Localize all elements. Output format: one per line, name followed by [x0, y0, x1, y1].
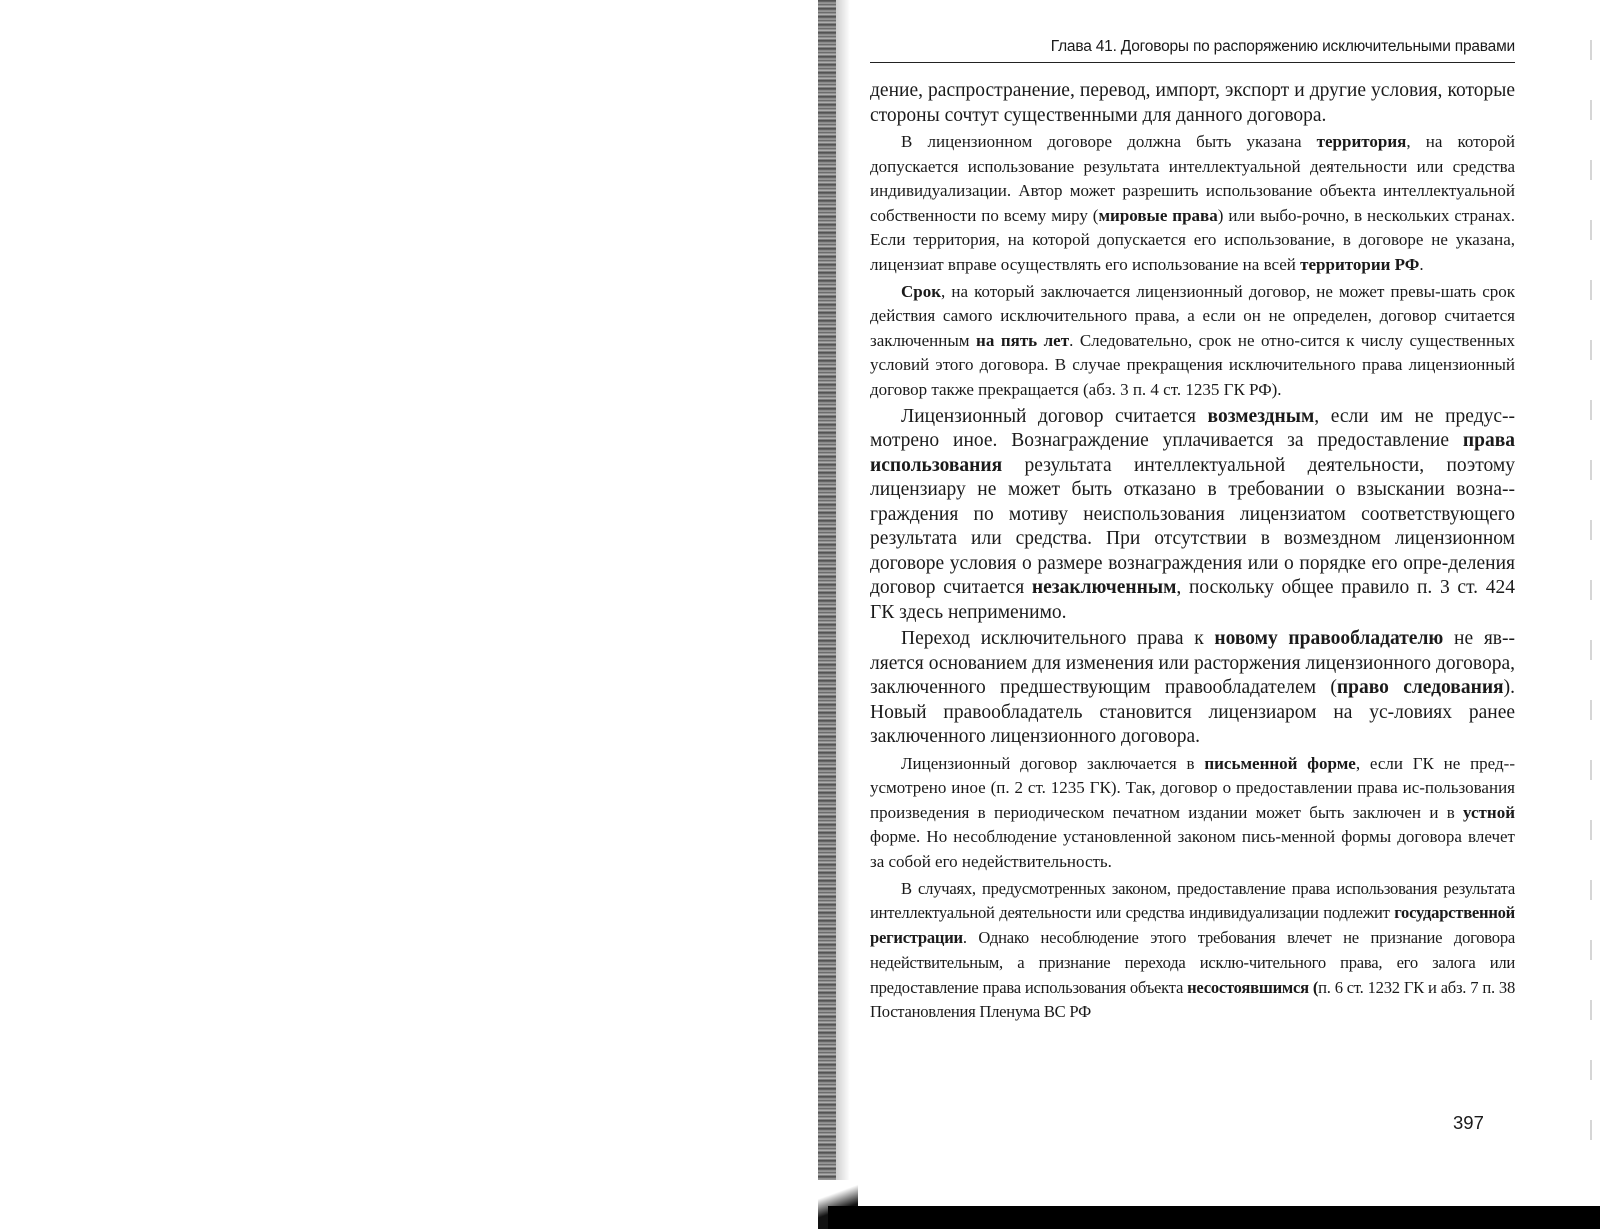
- bold-term: новому правообладателю: [1214, 628, 1444, 650]
- text-run: , если ГК не пред-усмотрено иное (п. 2 ст. 1235 ГК). Так, договор о предоставлении права ис-пользования произведения в периодическом печатном издании может быть заключен и в: [870, 753, 1515, 822]
- bold-term: письменной форме: [1204, 753, 1356, 773]
- bold-term: на пять лет: [976, 330, 1070, 350]
- bold-term: права использования: [870, 430, 1515, 476]
- text-run: , поскольку общее правило п. 3 ст. 424 ГК здесь неприменимо.: [870, 577, 1515, 623]
- running-head: Глава 41. Договоры по распоряжению исключительными правами: [870, 38, 1515, 63]
- text-run: ) или выбо-рочно, в нескольких странах. Если территория, на которой допускается его использование, в договоре не указана, лицензиат вправе осуществлять его использование на всей: [870, 205, 1515, 274]
- paragraph: [870, 405, 1515, 626]
- body-text: [870, 79, 1515, 1025]
- bold-term: государственной регистрации: [870, 903, 1515, 948]
- text-run: ). Новый правообладатель становится лицензиаром на ус-ловиях ранее заключенного лицензионного договора.: [870, 677, 1515, 748]
- text-run: , на которой допускается использование результата интеллектуальной деятельности или средства индивидуализации. Автор может разрешить использование объекта интеллектуальной собственности по всему миру (: [870, 132, 1515, 225]
- bold-term: незаключенным: [1031, 577, 1177, 599]
- text-run: .: [1419, 254, 1424, 274]
- text-run: Лицензионный договор заключается в: [901, 753, 1205, 773]
- text-run: , на который заключается лицензионный договор, не может превы-шать срок действия самого исключительного права, а если он не определен, договор считается заключенным: [870, 281, 1515, 350]
- gutter-shadow: [836, 0, 850, 1229]
- paragraph: [870, 877, 1515, 1026]
- text-run: Переход исключительного права к: [901, 628, 1215, 650]
- book-spine: [818, 0, 836, 1229]
- bold-term: устной: [1463, 802, 1515, 822]
- paragraph: [870, 79, 1515, 128]
- bold-term: несостоявшимся (: [1187, 977, 1319, 997]
- text-run: В случаях, предусмотренных законом, предоставление права использования результата интеллектуальной деятельности или средства индивидуализации подлежит: [870, 878, 1515, 923]
- text-run: . Однако несоблюдение этого требования влечет не признание договора недействительным, а признание перехода исклю-чительного права, его залога или предоставление права использования объекта: [870, 928, 1515, 997]
- text-run: не яв-ляется основанием для изменения или расторжения лицензионного договора, заключенного предшествующим правообладателем (: [870, 628, 1515, 699]
- page-edge: [1590, 40, 1592, 1160]
- page-number: 397: [1453, 1112, 1484, 1133]
- bold-term: территории РФ: [1300, 254, 1420, 274]
- bold-term: Срок: [901, 281, 942, 301]
- bold-term: право следования: [1336, 677, 1504, 699]
- scan-bottom-edge: [828, 1206, 1600, 1229]
- text-run: В лицензионном договоре должна быть указана: [901, 132, 1317, 151]
- bold-term: территория: [1316, 132, 1407, 151]
- text-run: , если им не предус-мотрено иное. Вознаграждение уплачивается за предоставление: [870, 405, 1516, 452]
- page-content: [870, 38, 1515, 1027]
- text-run: результата интеллектуальной деятельности, поэтому лицензиару не может быть отказано в требовании о взыскании возна-граждения по мотиву неиспользования лицензиатом соответствующего результата или средства. При отсутствии в возмездном лицензионном договоре условия о размере вознаграждения или о порядке его опре-деления договор считается: [870, 454, 1515, 599]
- bold-term: мировые права: [1098, 205, 1218, 225]
- text-run: . Следовательно, срок не отно-сится к числу существенных условий этого договора. В случае прекращения исключительного права лицензионный договор также прекращается (абз. 3 п. 4 ст. 1235 ГК РФ).: [870, 330, 1516, 399]
- paragraph: [870, 130, 1515, 278]
- text-run: Лицензионный договор считается: [901, 405, 1208, 427]
- bold-term: возмездным: [1207, 405, 1315, 427]
- paragraph: [870, 627, 1515, 750]
- paragraph: [870, 752, 1515, 875]
- paragraph: [870, 280, 1515, 403]
- text-run: дение, распространение, перевод, импорт, экспорт и другие условия, которые стороны сочтут существенными для данного договора.: [870, 80, 1515, 126]
- text-run: п. 6 ст. 1232 ГК и абз. 7 п. 38 Постановления Пленума ВС РФ: [870, 977, 1515, 1022]
- text-run: форме. Но несоблюдение установленной законом пись-менной формы договора влечет за собой его недействительность.: [870, 827, 1515, 871]
